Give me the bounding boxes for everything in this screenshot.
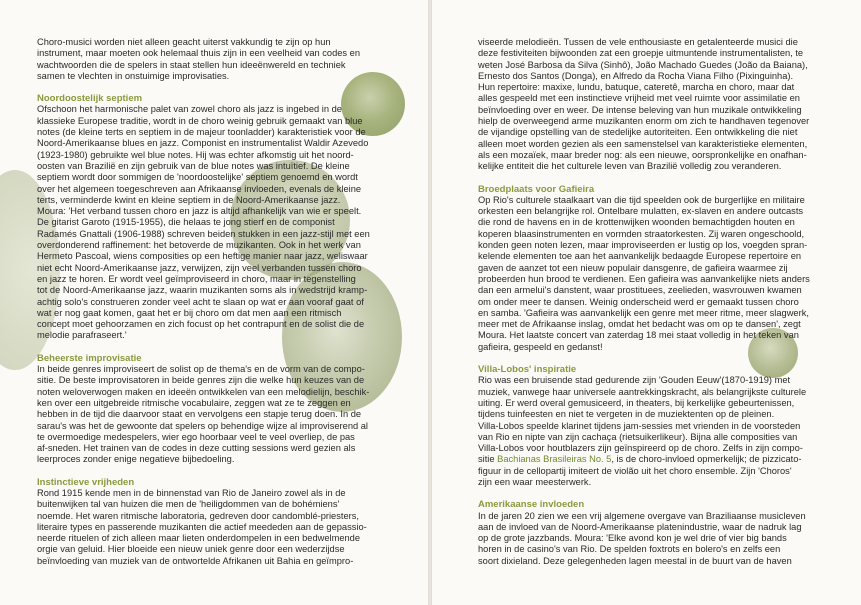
text-line: aan de invloed van de Noord-Amerikaanse platenindustrie, waar de nadruk lag xyxy=(478,521,802,532)
text-line: op de grote jazzbands. Moura: 'Elke avond kon je wel drie of vier big bands xyxy=(478,533,787,544)
text-line: Rond 1915 kende men in de binnenstad van Rio de Janeiro zowel als in de xyxy=(37,487,346,498)
text-line: hielp de overweegend arme muzikanten enorm om zich te handhaven tegenover xyxy=(478,116,810,127)
text-line: klassieke Europese traditie, wordt in de choro weinig gebruik gemaakt van blue xyxy=(37,115,363,126)
text-line: weten José Barbosa da Silva (Sinhô), João Machado Guedes (João da Baiana), xyxy=(478,59,808,70)
text-line: Noord-Amerikaanse blues en jazz. Componist en instrumentalist Waldir Azevedo xyxy=(37,138,369,149)
right-intro xyxy=(478,37,830,173)
text-line: probeerden hun brood te verdienen. Een gafieira was aanvankelijke niets anders xyxy=(478,273,810,284)
text-line: Op Rio's culturele staalkaart van die tijd speelden ook de burgerlijke en militaire xyxy=(478,194,805,205)
text-line: De gitarist Garoto (1915-1955), die helaas te jong stierf en de componist xyxy=(37,217,335,228)
text-line: te overmoedige medespelers, wier ego hoorbaar veel te veel overliep, de pas xyxy=(37,431,355,442)
text-line: Ofschoon het harmonische palet van zowel choro als jazz is ingebed in de xyxy=(37,104,342,115)
text-line-with-title xyxy=(478,454,830,465)
text-line: Choro-musici worden niet alleen geacht uiterst vakkundig te zijn op hun xyxy=(37,37,331,47)
text-line: koperen blaasinstrumenten en vormden straatorkesten. Zij waren ongeschoold, xyxy=(478,228,805,239)
section-body xyxy=(478,511,830,567)
text-line: om onder meer te dansen. Weinig onderscheid werd er gemaakt tussen choro xyxy=(478,296,799,307)
section-heading: Noordoostelijk septiem xyxy=(37,93,143,105)
text-line: beïnvloeding over en weer. De intense beleving van hun muzikale ontwikkeling xyxy=(478,104,802,115)
text-line: Moura: 'Het verband tussen choro en jazz is altijd afhankelijk van wie er speelt. xyxy=(37,206,362,217)
right-page xyxy=(432,0,861,605)
text-line: Hermeto Pascoal, wiens composities op een heftige manier naar jazz, weliswaar xyxy=(37,251,368,262)
section-body xyxy=(478,195,830,353)
text-line: In de jaren 20 zien we een vrij algemene overgave van Braziliaanse musicleven xyxy=(478,510,806,521)
text-line: ken over een uitgebreide ritmische vocabulaire, zeggen wat ze te zeggen en xyxy=(37,397,351,408)
text-fragment: , is de choro-invloed opmerkelijk; de pizzicato- xyxy=(611,454,802,465)
text-line: concept moet gehoorzamen en zich focust op het contrapunt en de solist die de xyxy=(37,319,365,330)
text-line: buitenwijken tal van huizen die men de 'heiligdommen van de bohémiens' xyxy=(37,499,340,510)
text-line: figuur in de cellopartij imiteert de violão uit het choro ensemble. Zijn 'Choros' xyxy=(478,465,792,476)
text-line: Villa-Lobos speelde klarinet tijdens jam-sessies met vrienden in de voorsteden xyxy=(478,420,801,431)
text-line: terts, verminderde kwint en kleine septiem in de Noord-Amerikaanse jazz. xyxy=(37,194,341,205)
text-line: samen te vlechten in onstuimige improvisaties. xyxy=(37,70,230,81)
text-line: af-sneden. Het trainen van de codes in deze cutting sessions werd gezien als xyxy=(37,443,356,454)
text-line: zijn een waar meesterwerk. xyxy=(478,476,592,487)
text-line: muziek, vanwege haar universele aantrekkingskracht, als belangrijkste culturele xyxy=(478,386,807,397)
text-fragment: sitie xyxy=(478,454,498,465)
text-line: melodie parafraseert.' xyxy=(37,330,127,341)
text-line: Hun repertoire: maxixe, lundu, batuque, cateretê, marcha en choro, maar dat xyxy=(478,82,795,93)
text-line: meer met de Afrikaanse inslag, omdat het bedacht was om op te dansen', zegt xyxy=(478,319,801,330)
text-line: overdonderend raffinement: het betoverde de muzikanten. Ook in het werk van xyxy=(37,240,361,251)
section-body xyxy=(37,488,395,567)
text-line: Rio was een bruisende stad gedurende zijn 'Gouden Eeuw'(1870-1919) met xyxy=(478,375,791,386)
text-line: notes (de kleine terts en septiem in de majeur toonladder) karakteristiek voor de xyxy=(37,127,366,138)
section-body xyxy=(37,364,395,466)
text-line: orkesten een belangrijke rol. Ontelbare mulatten, ex-slaven en andere outcasts xyxy=(478,206,804,217)
text-line: kelende elementen toe aan het aanvankelijk bedaagde Europese repertoire en xyxy=(478,251,802,262)
text-line: soort dixieland. Deze gelegenheden lagen meestal in de buurt van de haven xyxy=(478,555,792,566)
text-line: deze festiviteiten bijwoonden zat een groepje uitmuntende instrumentalisten, te xyxy=(478,48,804,59)
text-line: en samba. 'Gafieira was aanvankelijk een genre met meer ritme, meer slagwerk, xyxy=(478,307,809,318)
text-line: (1923-1980) gebruikte wel blue notes. Hij was echter afkomstig uit het noord- xyxy=(37,149,354,160)
text-line: tot de Noord-Amerikaanse jazz, waarin muzikanten soms als in wedstrijd kramp- xyxy=(37,285,368,296)
text-line: de vijandige opstelling van de stedelijke autoriteiten. Een ontwikkeling die niet xyxy=(478,127,798,138)
text-line: alleen moet worden gezien als een samenstelsel van karakteristieke elementen, xyxy=(478,138,808,149)
text-line: alles gespeeld met een instinctieve vrijheid met veel ruimte voor assimilatie en xyxy=(478,93,800,104)
text-line: uiting. Er werd overal gemusiceerd, in theaters, bij kerkelijke gebeurtenissen, xyxy=(478,397,795,408)
text-line: literaire types en passerende muzikanten die actief meededen aan de gepassio- xyxy=(37,521,367,532)
text-line: beïnvloeding van muziek van de ontwortelde Afrikanen uit Bahia en geïmpro- xyxy=(37,555,354,566)
text-line: kelijke entiteit die het culturele leven van Brazilië volledig zou veranderen. xyxy=(478,161,782,172)
text-line: en jazz te horen. Er wordt veel geïmproviseerd in choro, maar in tegenstelling xyxy=(37,273,356,284)
section-heading: Instinctieve vrijheden xyxy=(37,476,135,488)
text-line: viseerde melodieën. Tussen de vele enthousiaste en getalenteerde musici die xyxy=(478,37,798,47)
text-line: neerde rituelen of zich alleen maar lieten onderdompelen in een bedwelmende xyxy=(37,533,361,544)
text-line: In beide genres improviseert de solist op de thema's en de vorm van de compo- xyxy=(37,364,365,375)
left-text-column xyxy=(37,37,395,567)
text-line: dan een armelui's danstent, waar prostituees, zeelieden, wasvrouwen kwamen xyxy=(478,285,802,296)
text-line: Moura. Het laatste concert van zaterdag 18 mei staat volledig in het teken van xyxy=(478,330,799,341)
text-line: Radamés Gnattali (1906-1988) schreven beiden stukken in een jazz-stijl met een xyxy=(37,228,370,239)
text-line: tijdens tuinfeesten en niet te vergeten in de muziektenten op de pleinen. xyxy=(478,409,775,420)
text-line: noten weloverwogen maken en ideeën ontwikkelen van een melodielijn, beschik- xyxy=(37,386,370,397)
text-line: gafieira, gespeeld en gedanst! xyxy=(478,341,603,352)
text-line: septiem wordt door sommigen de 'noordoostelijke' septiem genoemd en wordt xyxy=(37,172,358,183)
text-line: gaven de aanzet tot een nieuw populair dansgenre, de gafieira waarmee zij xyxy=(478,262,788,273)
text-line: achtig solo's construeren zonder veel acht te slaan op wat er aan vooraf gaat of xyxy=(37,296,364,307)
text-line: sarau's was het de gewoonte dat spelers op behendige wijze al improviserend al xyxy=(37,420,368,431)
text-line: niet echt Noord-Amerikaanse jazz, verwijzen, zijn veel verbanden tussen choro xyxy=(37,262,362,273)
text-line: Ernesto dos Santos (Donga), en Alfredo da Rocha Viana Filho (Pixinguinha). xyxy=(478,70,794,81)
composition-title: Bachianas Brasileiras No. 5 xyxy=(497,454,612,465)
text-line: hebben in de tijd die daarvoor staat en vervolgens een stapje terug doen. In de xyxy=(37,409,362,420)
text-line: die rond de havens en in de krottenwijken woonden bemachtigden houten en xyxy=(478,217,795,228)
left-page xyxy=(0,0,428,605)
text-line: leerproces zonder enige negatieve bijbedoeling. xyxy=(37,454,235,465)
text-line: noemde. Het waren ritmische laboratoria, gedreven door candomblé-priesters, xyxy=(37,510,359,521)
text-line: van Rio en nipte van zijn cachaça (rietsuikerlikeur). Bijna alle composities van xyxy=(478,431,798,442)
section-heading: Villa-Lobos' inspiratie xyxy=(478,364,577,376)
right-text-column xyxy=(478,37,830,567)
text-line: orgie van geluid. Hier bloeide een nieuw uniek genre door een wederzijdse xyxy=(37,544,345,555)
text-line: over het algemeen toegeschreven aan Afrikaanse invloeden, evenals de kleine xyxy=(37,183,362,194)
text-line: wat er nog gaat komen, gaat het er bij choro om dat men aan een ritmisch xyxy=(37,307,342,318)
section-body xyxy=(37,104,395,341)
text-line: sitie. De beste improvisatoren in beide genres zijn die welke hun keuzes van de xyxy=(37,375,365,386)
text-line: instrument, maar moeten ook helemaal thuis zijn in een veelheid van codes en xyxy=(37,48,360,59)
section-heading: Broedplaats voor Gafieira xyxy=(478,183,595,195)
text-line: wachtwoorden die de spelers in staat stellen hun ideeënwereld en techniek xyxy=(37,59,346,70)
text-line: horen in de casino's van Rio. De spelden foxtrots en bolero's en zelfs een xyxy=(478,544,781,555)
section-heading: Amerikaanse invloeden xyxy=(478,499,585,511)
text-line: oosten van Brazilië en zijn gebruik van de blue notes was intuïtief. De kleine xyxy=(37,160,350,171)
text-line: als een mozaïek, maar breder nog: als een nieuwe, oorspronkelijke en onafhan- xyxy=(478,149,807,160)
left-intro xyxy=(37,37,395,82)
section-heading: Beheerste improvisatie xyxy=(37,352,142,364)
text-line: Villa-Lobos voor houtblazers zijn geïnspireerd op de choro. Zelfs in zijn compo- xyxy=(478,443,803,454)
section-body xyxy=(478,375,830,488)
text-line: konden geen noten lezen, maar improviseerden er lustig op los, voegden spran- xyxy=(478,240,808,251)
